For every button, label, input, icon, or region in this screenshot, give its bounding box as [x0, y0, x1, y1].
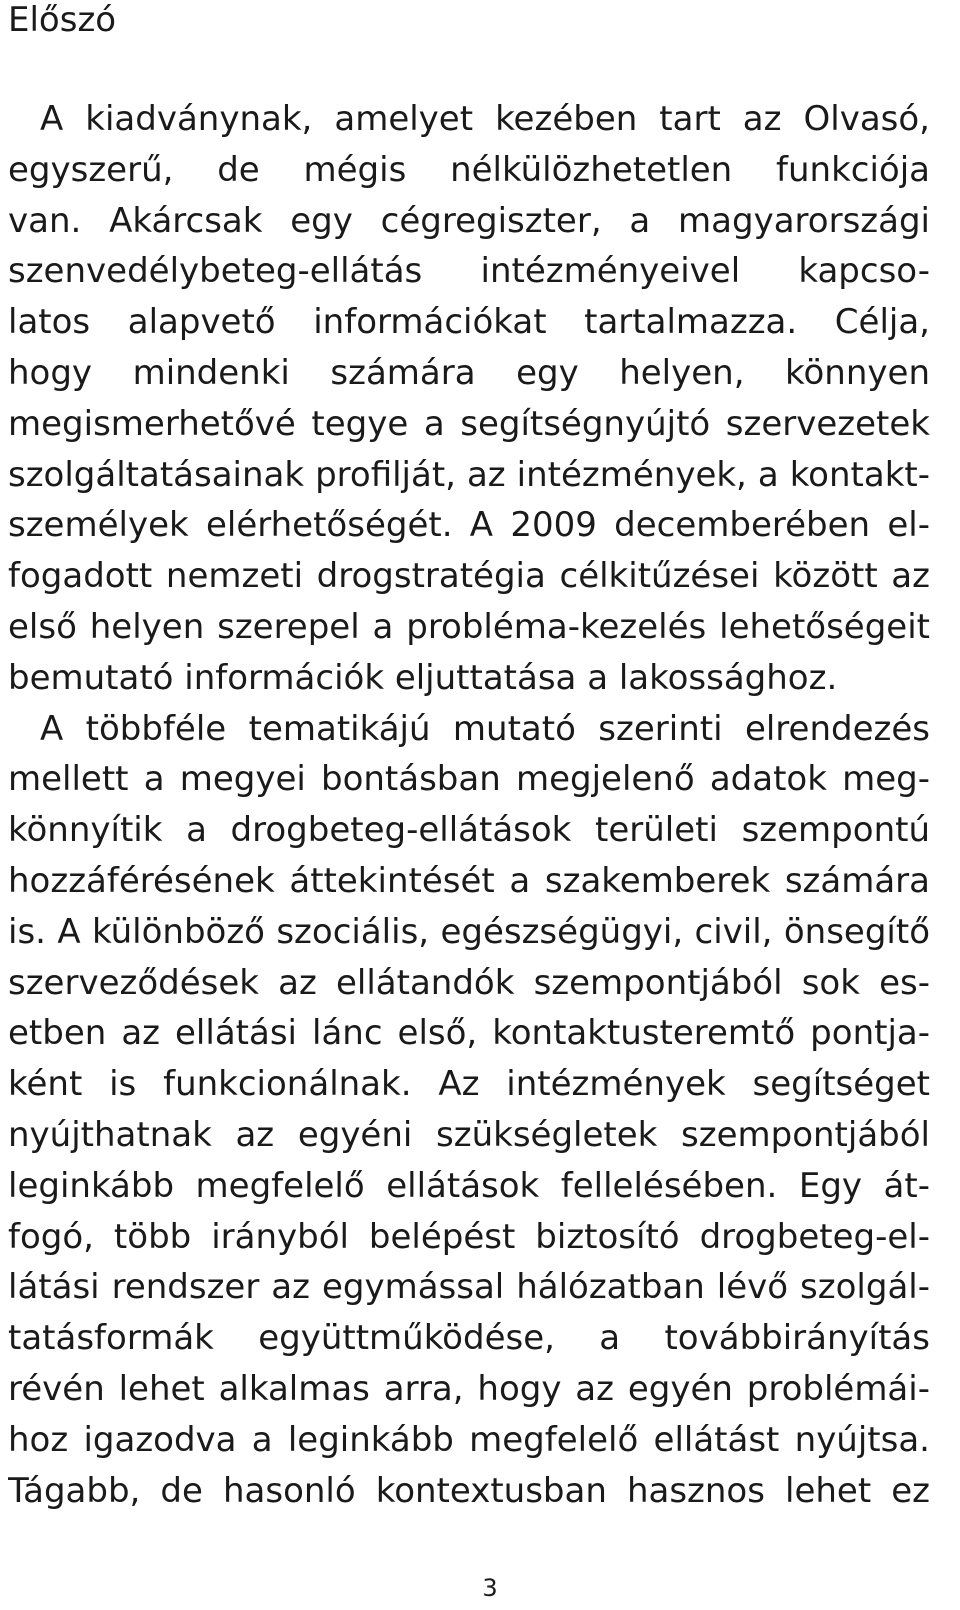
text-line: hoz igazodva a leginkább megfelelő ellátást nyújtsa.	[8, 1419, 930, 1460]
text-line: Tágabb, de hasonló kontextusban hasznos lehet ez	[8, 1470, 930, 1511]
text-line: egyszerű, de mégis nélkülözhetetlen funkciója	[8, 149, 930, 190]
text-line: hozzáférésének áttekintését a szakemberek számára	[8, 860, 930, 901]
text-line: személyek elérhetőségét. A 2009 decemberében el-	[8, 505, 930, 546]
page-title: Előszó	[8, 0, 117, 40]
preface-body	[8, 94, 930, 1516]
text-line: A többféle tematikájú mutató szerinti elrendezés	[40, 708, 930, 749]
text-line: könnyítik a drogbeteg-ellátások területi szempontú	[8, 810, 930, 851]
text-line: leginkább megfelelő ellátások fellelésében. Egy át-	[8, 1165, 930, 1206]
text-line: ként is funkcionálnak. Az intézmények segítséget	[8, 1064, 930, 1105]
text-line: szerveződések az ellátandók szempontjából sok es-	[8, 962, 930, 1003]
text-line: tatásformák együttműködése, a továbbirányítás	[8, 1318, 930, 1359]
text-line: szenvedélybeteg-ellátás intézményeivel kapcso-	[8, 251, 930, 292]
page-number: 3	[482, 1574, 498, 1602]
text-line: A kiadványnak, amelyet kezében tart az Olvasó,	[40, 99, 930, 139]
text-line: bemutató információk eljuttatása a lakossághoz.	[8, 657, 838, 698]
text-line: nyújthatnak az egyéni szükségletek szempontjából	[8, 1114, 930, 1155]
text-line: látási rendszer az egymással hálózatban lévő szolgál-	[8, 1267, 930, 1308]
text-line: etben az ellátási lánc első, kontaktusteremtő pontja-	[8, 1013, 930, 1054]
text-line: latos alapvető információkat tartalmazza. Célja,	[8, 302, 930, 343]
text-line: megismerhetővé tegye a segítségnyújtó szervezetek	[8, 403, 930, 444]
text-line: fogadott nemzeti drogstratégia célkitűzései között az	[8, 556, 930, 597]
text-line: is. A különböző szociális, egészségügyi, civil, önsegítő	[8, 911, 930, 952]
text-line: révén lehet alkalmas arra, hogy az egyén problémái-	[8, 1368, 930, 1409]
text-line: hogy mindenki számára egy helyen, könnyen	[8, 352, 930, 393]
text-line: van. Akárcsak egy cégregiszter, a magyarországi	[8, 200, 930, 241]
text-line: első helyen szerepel a probléma-kezelés lehetőségeit	[8, 606, 930, 647]
text-line: szolgáltatásainak profilját, az intézmények, a kontakt-	[8, 454, 930, 495]
text-line: fogó, több irányból belépést biztosító drogbeteg-el-	[8, 1216, 930, 1257]
text-line: mellett a megyei bontásban megjelenő adatok meg-	[8, 759, 930, 800]
